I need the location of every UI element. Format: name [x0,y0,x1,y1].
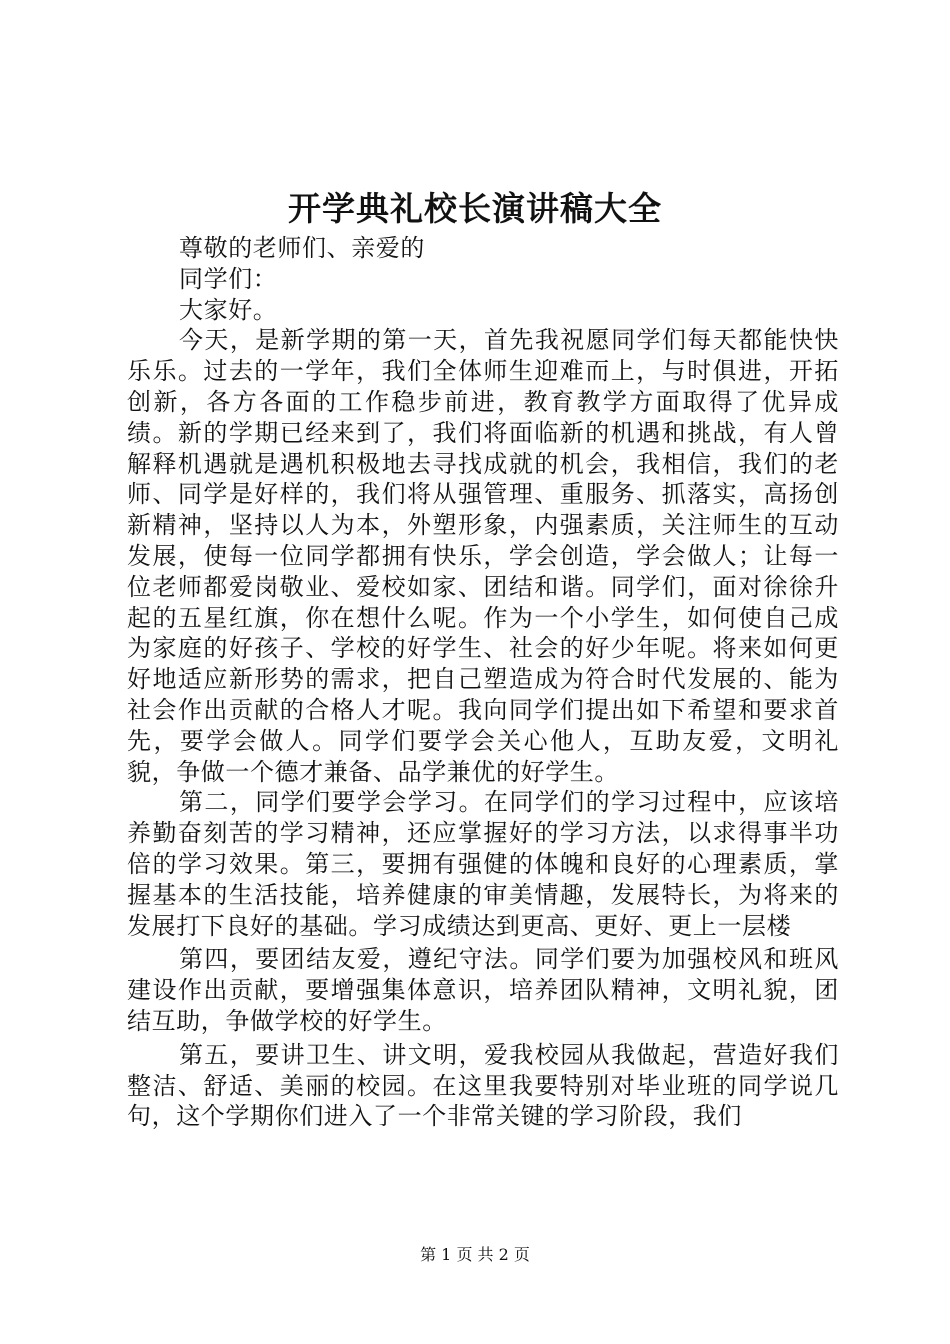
document-body [127,233,839,1132]
paragraph-second: 第二，同学们要学会学习。在同学们的学习过程中，应该培养勤奋刻苦的学习精神，还应掌握好的学习方法，以求得事半功倍的学习效果。第三，要拥有强健的体魄和良好的心理素质，掌握基本的生活技能，培养健康的审美情趣，发展特长，为将来的发展打下良好的基础。学习成绩达到更高、更好、更上一层楼 [127,788,839,940]
greeting-line: 大家好。 [179,295,278,324]
page-footer: 第 1 页 共 2 页 [420,1245,530,1264]
salutation-line-2: 同学们： [179,264,278,293]
salutation-line-1: 尊敬的老师们、亲爱的 [179,234,425,262]
document-title: 开学典礼校长演讲稿大全 [288,189,662,228]
paragraph-intro: 今天，是新学期的第一天，首先我祝愿同学们每天都能快快乐乐。过去的一学年，我们全体师生迎难而上，与时俱进，开拓创新，各方各面的工作稳步前进，教育教学方面取得了优异成绩。新的学期已经来到了，我们将面临新的机遇和挑战，有人曾解释机遇就是遇机积极地去寻找成就的机会，我相信，我们的老师、同学是好样的，我们将从强管理、重服务、抓落实，高扬创新精神，坚持以人为本，外塑形象，内强素质，关注师生的互动发展，使每一位同学都拥有快乐，学会创造，学会做人；让每一位老师都爱岗敬业、爱校如家、团结和谐。同学们，面对徐徐升起的五星红旗，你在想什么呢。作为一个小学生，如何使自己成为家庭的好孩子、学校的好学生、社会的好少年呢。将来如何更好地适应新形势的需求，把自己塑造成为符合时代发展的、能为社会作出贡献的合格人才呢。我向同学们提出如下希望和要求首先，要学会做人。同学们要学会关心他人，互助友爱，文明礼貌，争做一个德才兼备、品学兼优的好学生。 [127,326,839,786]
paragraph-fifth: 第五，要讲卫生、讲文明，爱我校园从我做起，营造好我们整洁、舒适、美丽的校园。在这里我要特别对毕业班的同学说几句，这个学期你们进入了一个非常关键的学习阶段，我们 [127,1040,839,1131]
paragraph-fourth: 第四，要团结友爱，遵纪守法。同学们要为加强校风和班风建设作出贡献，要增强集体意识，培养团队精神，文明礼貌，团结互助，争做学校的好学生。 [127,945,839,1035]
